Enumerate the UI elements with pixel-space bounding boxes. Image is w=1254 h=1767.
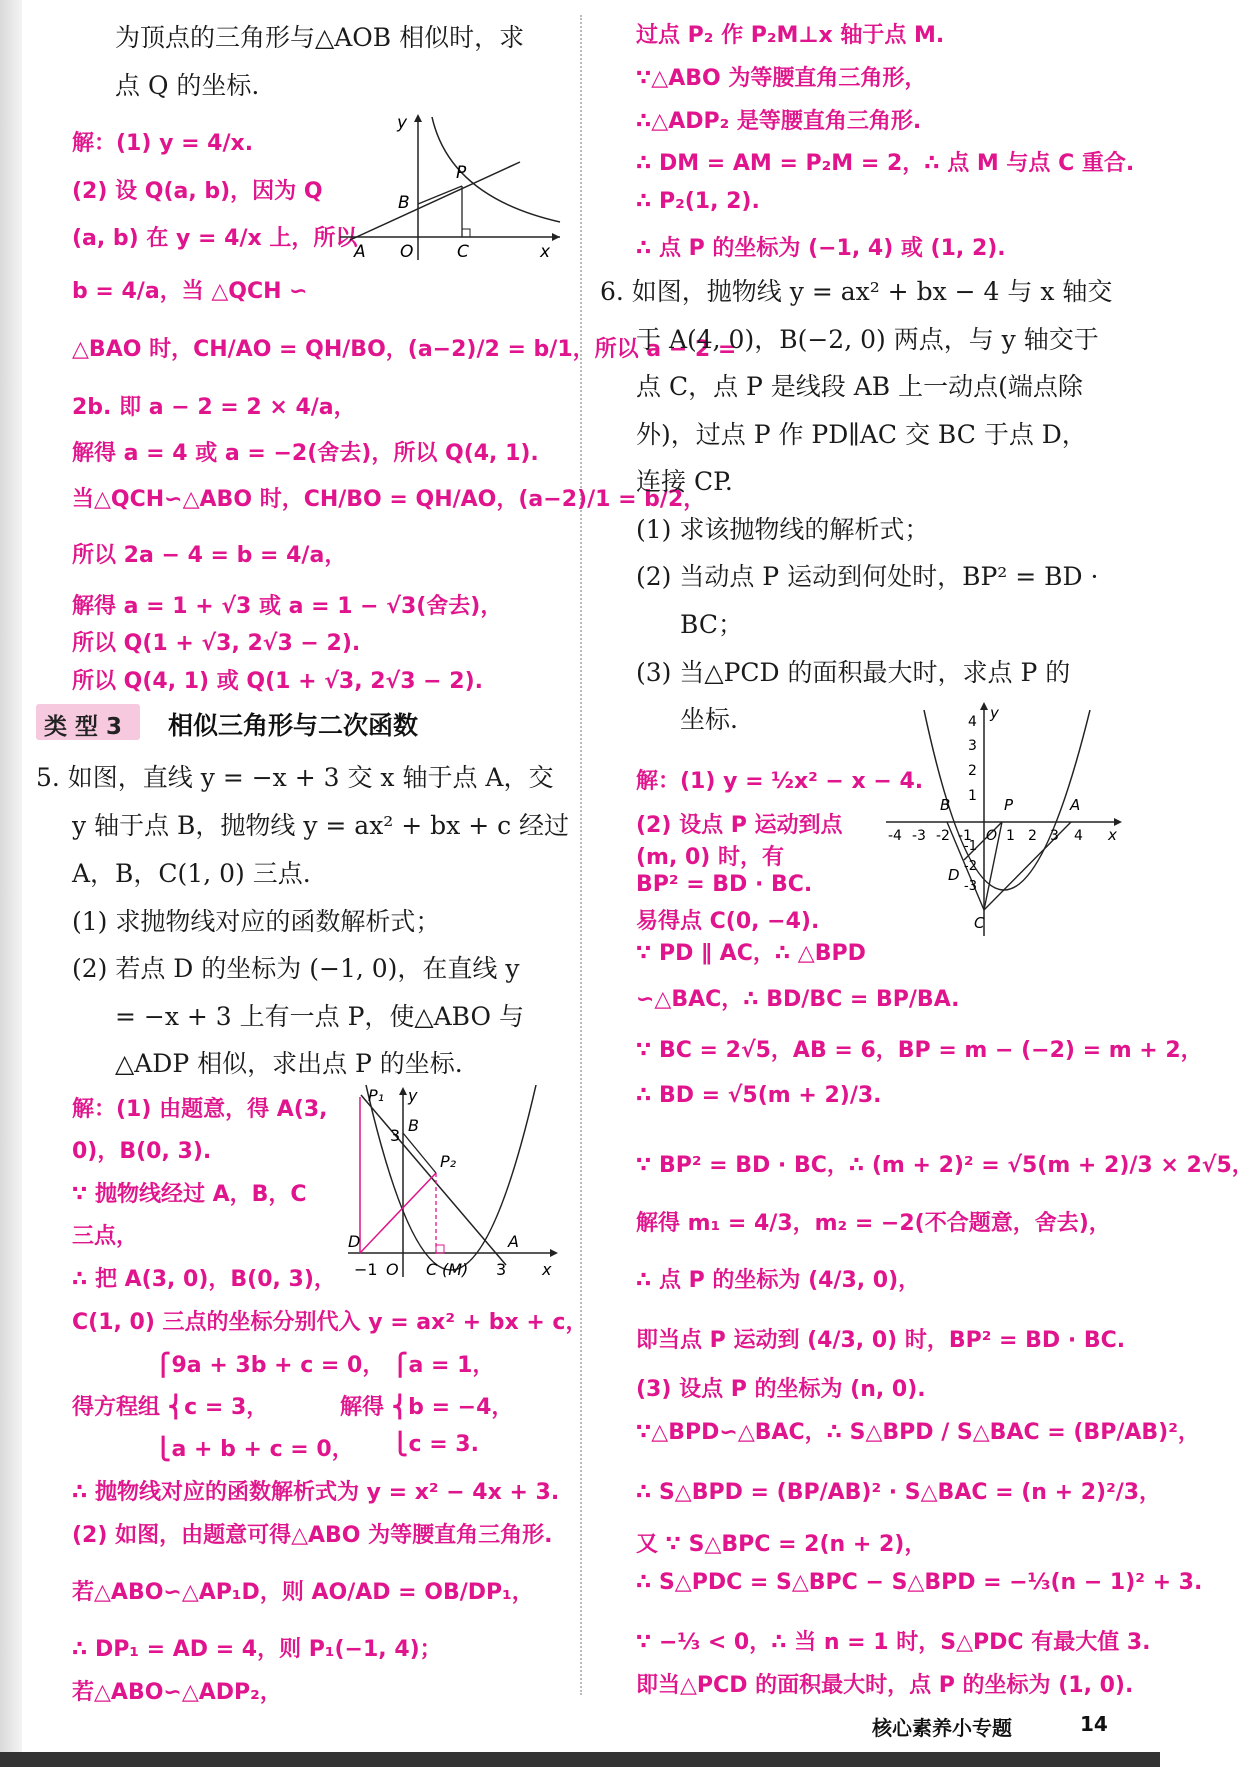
answer-line: 又 ∵ S△BPC = 2(n + 2)， <box>636 1532 927 1557</box>
fig2-label: y <box>408 1086 418 1105</box>
answer-line: 若△ABO∽△ADP₂， <box>72 1680 282 1705</box>
answer-line: b = 4/a，当 △QCH ∽ <box>72 279 308 304</box>
type-tag <box>36 704 140 740</box>
answer-line: 0)，B(0, 3). <box>72 1139 212 1164</box>
answer-line: ∵△BPD∽△BAC，∴ S△BPD / S△BAC = (BP/AB)²， <box>636 1420 1200 1445</box>
fig2-label: O <box>386 1260 399 1279</box>
fig2-label: C <box>426 1260 438 1279</box>
fig3-label: -2 <box>964 859 977 874</box>
type-tag-label: 类 型 3 <box>44 714 123 740</box>
answer-line: ∵ −⅓ < 0，∴ 当 n = 1 时，S△PDC 有最大值 3. <box>636 1630 1151 1655</box>
fig1-label: B <box>398 193 410 213</box>
footer-bar <box>0 1752 1160 1767</box>
answer-line: 解：(1) y = ½x² − x − 4. <box>636 769 924 794</box>
fig3-label: -1 <box>958 828 972 844</box>
fig1-label: x <box>540 242 551 262</box>
q5-line: △ADP 相似，求出点 P 的坐标. <box>115 1049 463 1078</box>
answer-line: ∴ 抛物线对应的函数解析式为 y = x² − 4x + 3. <box>72 1480 560 1505</box>
x-axis-arrow <box>1114 818 1122 826</box>
answer-line: 解得 a = 1 + √3 或 a = 1 − √3(舍去)， <box>72 594 503 619</box>
fig2-label: B <box>408 1116 419 1135</box>
answer-line: ⎩a + b + c = 0， <box>155 1437 354 1462</box>
fig1-label: P <box>456 163 467 183</box>
answer-line: 解得 a = 4 或 a = −2(舍去)，所以 Q(4, 1). <box>72 441 539 466</box>
answer-line: (a, b) 在 y = 4/x 上，所以 <box>72 226 358 251</box>
q5-line: A，B，C(1, 0) 三点. <box>72 859 311 888</box>
hyperbola-curve <box>432 117 560 222</box>
answer-line: ∵ BC = 2√5，AB = 6，BP = m − (−2) = m + 2， <box>636 1038 1203 1063</box>
fig2-label: 3 <box>496 1260 507 1279</box>
q6-line: BC； <box>680 610 743 639</box>
answer-line: (2) 设 Q(a, b)，因为 Q <box>72 179 323 204</box>
right-angle-mark <box>462 229 470 237</box>
fig1-label: O <box>400 242 414 262</box>
fig3-label: 1 <box>1006 828 1015 844</box>
figure-hyperbola <box>340 112 565 262</box>
answer-line: 所以 2a − 4 = b = 4/a， <box>72 543 347 568</box>
page-number: 14 <box>1080 1712 1108 1736</box>
fig3-label: -2 <box>936 828 950 844</box>
type-title: 相似三角形与二次函数 <box>168 711 419 740</box>
fig3-label: 1 <box>968 788 977 804</box>
answer-line: ⎧a = 1， <box>392 1353 495 1378</box>
q4-line: 点 Q 的坐标. <box>115 71 260 100</box>
fig3-label: 4 <box>968 714 977 730</box>
figure-parabola-q5 <box>346 1085 561 1280</box>
column-divider <box>580 15 582 1695</box>
fig3-label: P <box>1004 796 1014 814</box>
answer-line: ∴ S△BPD = (BP/AB)² · S△BAC = (n + 2)²/3， <box>636 1480 1162 1505</box>
answer-line: ∴ DM = AM = P₂M = 2，∴ 点 M 与点 C 重合. <box>636 151 1135 176</box>
answer-line: ∽△BAC，∴ BD/BC = BP/BA. <box>636 987 960 1012</box>
q6-line: 6. 如图，抛物线 y = ax² + bx − 4 与 x 轴交 <box>600 277 1113 306</box>
answer-line: ⎧9a + 3b + c = 0， <box>155 1353 385 1378</box>
fig2-label: D <box>348 1232 361 1251</box>
answer-line: 解得 ⎨b = −4， <box>340 1395 514 1420</box>
answer-line: 过点 P₂ 作 P₂M⊥x 轴于点 M. <box>636 23 945 48</box>
fig1-label: y <box>397 113 408 133</box>
answer-line: ∴ 把 A(3, 0)，B(0, 3)， <box>72 1267 336 1292</box>
fig2-label: x <box>542 1260 552 1279</box>
answer-line: 所以 Q(1 + √3, 2√3 − 2). <box>72 631 361 656</box>
fig3-label: 4 <box>1074 828 1083 844</box>
answer-line: ⎩c = 3. <box>392 1432 479 1457</box>
q6-line: 于 A(4, 0)，B(−2, 0) 两点，与 y 轴交于 <box>636 325 1099 354</box>
answer-line: ∵△ABO 为等腰直角三角形， <box>636 66 927 91</box>
figure-parabola-q6 <box>884 700 1124 940</box>
page-gutter <box>0 0 22 1767</box>
right-angle-mark <box>436 1245 444 1253</box>
answer-line: 当△QCH∽△ABO 时，CH/BO = QH/AO，(a−2)/1 = b/2， <box>72 487 706 512</box>
answer-line: ∴△ADP₂ 是等腰直角三角形. <box>636 109 922 134</box>
answer-line: ∴ BD = √5(m + 2)/3. <box>636 1083 882 1108</box>
fig3-label: -3 <box>964 879 977 894</box>
answer-line: ∴ 点 P 的坐标为 (−1, 4) 或 (1, 2). <box>636 236 1006 261</box>
segment-bp2 <box>403 1133 436 1173</box>
q5-line: (1) 求抛物线对应的函数解析式； <box>72 907 441 936</box>
answer-line: 易得点 C(0, −4). <box>636 909 820 934</box>
x-axis-arrow <box>552 233 560 241</box>
fig1-label: A <box>354 242 366 262</box>
answer-line: C(1, 0) 三点的坐标分别代入 y = ax² + bx + c， <box>72 1310 588 1335</box>
answer-line: △BAO 时，CH/AO = QH/BO，(a−2)/2 = b/1，所以 a − 2 = <box>72 337 737 362</box>
fig3-label: 3 <box>1050 828 1059 844</box>
answer-line: 2b. 即 a − 2 = 2 × 4/a， <box>72 395 356 420</box>
fig3-label: 2 <box>968 763 977 779</box>
q5-line: (2) 若点 D 的坐标为 (−1, 0)，在直线 y <box>72 954 520 983</box>
fig3-label: C <box>974 914 985 932</box>
answer-line: ∵ PD ∥ AC，∴ △BPD <box>636 941 866 966</box>
q6-line: (3) 当△PCD 的面积最大时，求点 P 的 <box>636 658 1071 687</box>
answer-line: 三点， <box>72 1224 139 1249</box>
fig2-label: P₂ <box>440 1152 457 1171</box>
segment-dp2 <box>360 1173 436 1253</box>
answer-line: 解：(1) y = 4/x. <box>72 131 254 156</box>
q6-line: 点 C，点 P 是线段 AB 上一动点(端点除 <box>636 372 1083 401</box>
y-axis-arrow <box>399 1087 407 1095</box>
answer-line: 得方程组 ⎨c = 3， <box>72 1395 269 1420</box>
line-ab <box>350 162 520 240</box>
answer-line: ∵ 抛物线经过 A，B，C <box>72 1182 307 1207</box>
y-axis-arrow <box>980 702 988 710</box>
fig3-label: x <box>1108 826 1117 844</box>
fig3-label: 2 <box>1028 828 1037 844</box>
footer-title: 核心素养小专题 <box>872 1716 1012 1740</box>
fig2-label: 3 <box>390 1126 401 1145</box>
fig3-label: B <box>940 796 951 814</box>
fig2-label: A <box>508 1232 519 1251</box>
fig2-label: P₁ <box>368 1086 385 1105</box>
answer-line: ∴ 点 P 的坐标为 (4/3, 0)， <box>636 1268 921 1293</box>
fig3-label: -3 <box>912 828 926 844</box>
x-axis-arrow <box>550 1249 558 1257</box>
fig2-label: (M) <box>442 1260 469 1279</box>
q5-line: = −x + 3 上有一点 P，使△ABO 与 <box>115 1002 524 1031</box>
answer-line: ∴ P₂(1, 2). <box>636 189 760 214</box>
fig1-label: C <box>457 242 469 262</box>
answer-line: 所以 Q(4, 1) 或 Q(1 + √3, 2√3 − 2). <box>72 669 483 694</box>
answer-line: ∵ BP² = BD · BC，∴ (m + 2)² = √5(m + 2)/3 × 2√5， <box>636 1153 1254 1178</box>
q4-line: 为顶点的三角形与△AOB 相似时，求 <box>115 23 525 52</box>
q6-line: 连接 CP. <box>636 467 733 496</box>
fig3-label: -4 <box>888 828 902 844</box>
q6-line: 坐标. <box>680 705 738 734</box>
y-axis-arrow <box>414 114 422 122</box>
answer-line: 解：(1) 由题意，得 A(3, <box>72 1097 328 1122</box>
fig3-label: -1 <box>964 839 977 854</box>
answer-line: ∴ DP₁ = AD = 4，则 P₁(−1, 4)； <box>72 1637 442 1662</box>
fig3-label: 3 <box>968 738 977 754</box>
answer-line: BP² = BD · BC. <box>636 872 813 897</box>
fig3-label: y <box>990 704 999 722</box>
fig3-label: A <box>1070 796 1081 814</box>
q6-line: (1) 求该抛物线的解析式； <box>636 515 930 544</box>
answer-line: 即当△PCD 的面积最大时，点 P 的坐标为 (1, 0). <box>636 1673 1134 1698</box>
answer-line: ∴ S△PDC = S△BPC − S△BPD = −⅓(n − 1)² + 3. <box>636 1570 1203 1595</box>
answer-line: 解得 m₁ = 4/3，m₂ = −2(不合题意，舍去)， <box>636 1211 1111 1236</box>
answer-line: (3) 设点 P 的坐标为 (n, 0). <box>636 1377 926 1402</box>
segment-bp <box>418 186 462 204</box>
fig3-label: D <box>948 866 960 884</box>
answer-line: (2) 如图，由题意可得△ABO 为等腰直角三角形. <box>72 1523 553 1548</box>
fig3-label: O <box>986 828 998 844</box>
answer-line: 若△ABO∽△AP₁D，则 AO/AD = OB/DP₁， <box>72 1580 534 1605</box>
q6-line: (2) 当动点 P 运动到何处时，BP² = BD · <box>636 562 1099 591</box>
q6-line: 外)，过点 P 作 PD∥AC 交 BC 于点 D， <box>636 420 1087 449</box>
q5-line: y 轴于点 B，抛物线 y = ax² + bx + c 经过 <box>72 811 570 840</box>
fig2-label: −1 <box>354 1260 378 1279</box>
answer-line: 即当点 P 运动到 (4/3, 0) 时，BP² = BD · BC. <box>636 1328 1126 1353</box>
q5-line: 5. 如图，直线 y = −x + 3 交 x 轴于点 A，交 <box>36 763 554 792</box>
line-ab <box>361 1095 506 1265</box>
answer-line: (m, 0) 时，有 <box>636 845 785 870</box>
answer-line: (2) 设点 P 运动到点 <box>636 813 843 838</box>
